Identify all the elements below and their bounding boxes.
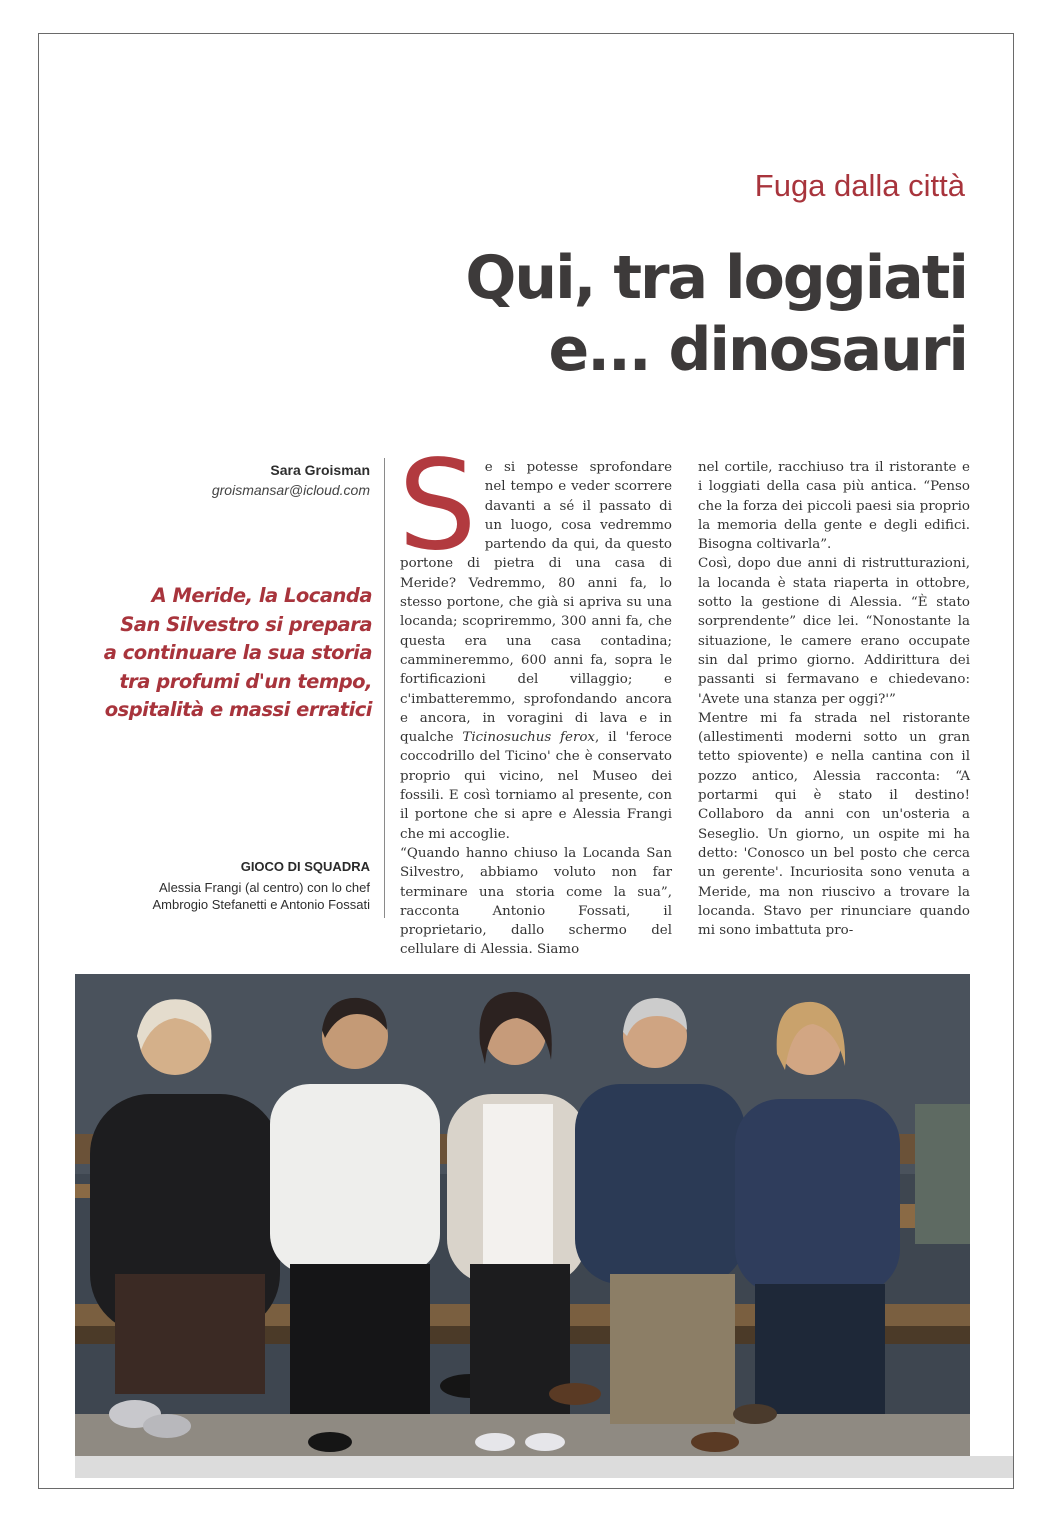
- article-text: e si potesse sprofondare nel tempo e veder scorrere davanti a sé il passato di un luogo, cosa vedremmo partendo da qui, da questo portone di pietra di una casa di Meride? Vedremmo, 80 anni fa, lo stesso portone, che già si apriva su una locanda; scopriremmo, 300 anni fa, che questa era una casa contadina; cammineremmo, 600 anni fa, sopra le fortificazioni del villaggio; e c'imbatteremmo, sprofondando ancora e ancora, in voragini di lava e in qualche: [400, 460, 672, 746]
- article-column-2: [698, 458, 970, 940]
- standfirst-line: ospitalità e massi erratici: [104, 698, 372, 722]
- page-bottom-band: [75, 1456, 1014, 1478]
- headline-line-1: Qui, tra loggiati: [465, 243, 967, 313]
- caption-line: Ambrogio Stefanetti e Antonio Fossati: [152, 897, 370, 912]
- headline: [347, 242, 967, 386]
- group-photo: [75, 974, 970, 1456]
- group-photo-illustration: [75, 974, 970, 1456]
- article-paragraph: Mentre mi fa strada nel ristorante (allestimenti moderni sotto un gran tetto spiovente) e nella cantina con il pozzo antico, Alessia racconta: “A portarmi qui è stato il destino! Collaboro da anni con un'osteria a Seseglio. Un giorno, un ospite mi ha detto: 'Conosco un bel posto che cerca un gerente'. Incuriosita sono venuta a Meride, ma non riuscivo a trovare la locanda. Stavo per rinunciare quando mi sono imbattuta pro-: [698, 710, 970, 939]
- standfirst: [39, 582, 372, 725]
- article-paragraph: nel cortile, racchiuso tra il ristorante e i loggiati della casa più antica. “Penso che la forza dei piccoli paesi sia proprio la memoria della gente e degli edifici. Bisogna coltivarla”.: [698, 460, 970, 553]
- standfirst-line: tra profumi d'un tempo,: [119, 669, 372, 693]
- section-label: Fuga dalla città: [754, 168, 965, 203]
- standfirst-line: a continuare la sua storia: [103, 641, 372, 665]
- magazine-page: [38, 33, 1014, 1489]
- species-name: Ticinosuchus ferox: [462, 730, 595, 746]
- author-email[interactable]: groismansar@icloud.com: [211, 482, 370, 498]
- standfirst-line: A Meride, la Locanda: [151, 584, 372, 607]
- article-column-1: [398, 434, 672, 960]
- headline-line-2: e... dinosauri: [548, 315, 967, 385]
- caption-title: GIOCO DI SQUADRA: [240, 859, 370, 874]
- article-text: , il 'feroce coccodrillo del Ticino' che è conservato proprio qui vicino, nel Museo dei fossili. E così torniamo al presente, con il portone che si apre e Alessia Frangi che mi accoglie.: [400, 730, 672, 842]
- article-paragraph: Così, dopo due anni di ristrutturazioni, la locanda è stata riaperta in ottobre, sotto la gestione di Alessia. “È stato sorprendente” dice lei. “Nonostante la situazione, le camere erano occupate sin dal primo giorno. Addirittura dei passanti si fermavano e chiedevano: 'Avete una stanza per oggi?'”: [698, 556, 970, 707]
- column-divider: [384, 458, 385, 918]
- author-name: Sara Groisman: [270, 462, 370, 478]
- article-paragraph: “Quando hanno chiuso la Locanda San Silvestro, abbiamo voluto non far terminare una storia come la sua”, racconta Antonio Fossati, il proprietario, dallo schermo del cellulare di Alessia. Siamo: [400, 845, 672, 958]
- standfirst-line: San Silvestro si prepara: [120, 612, 372, 636]
- drop-cap: S: [398, 434, 477, 578]
- caption-line: Alessia Frangi (al centro) con lo chef: [159, 880, 370, 895]
- caption-text: [39, 879, 370, 913]
